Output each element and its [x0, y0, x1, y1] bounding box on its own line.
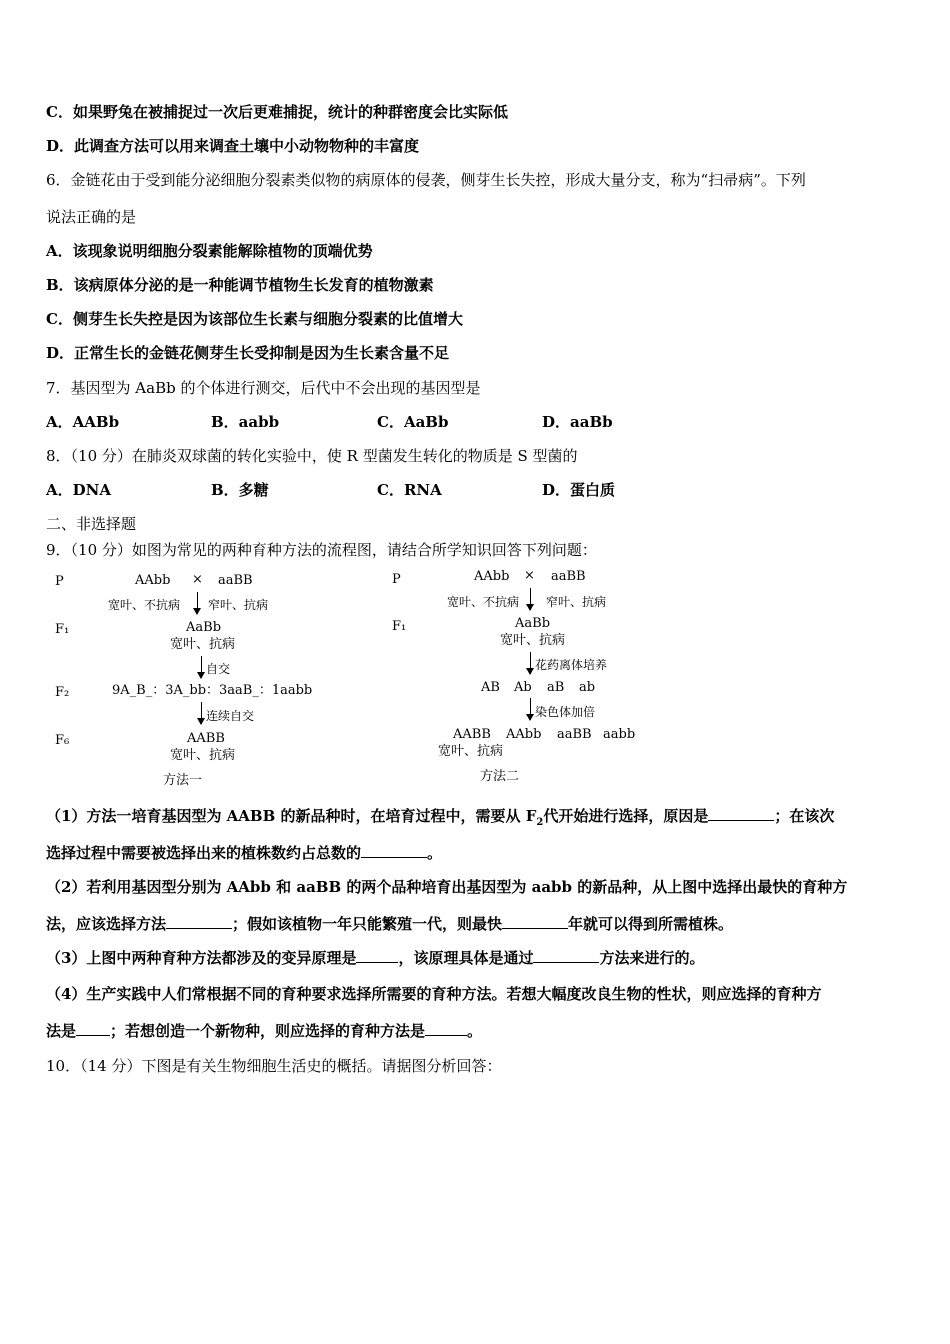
f1-genotype: AaBb — [186, 620, 222, 635]
product-aabb-4: aabb — [603, 727, 636, 742]
q6-option-d: D．正常生长的金链花侧芽生长受抑制是因为生长素含量不足 — [46, 344, 450, 362]
label-f6: F₆ — [55, 733, 70, 748]
step-selfing: 自交 — [206, 662, 231, 676]
parent1-genotype: AAbb — [474, 569, 510, 584]
q9-sub2-text-d: 年就可以得到所需植株。 — [568, 915, 734, 933]
f1-trait: 宽叶、抗病 — [170, 637, 236, 652]
q7-option-a: A．AABb — [46, 413, 120, 431]
q9-sub2-text-b: 法，应该选择方法 — [46, 915, 167, 933]
q7-option-d: D．aaBb — [542, 413, 613, 431]
parent2-genotype: aaBB — [551, 569, 586, 584]
q9-sub1-text-e: 。 — [427, 844, 443, 862]
step-anther-culture: 花药离体培养 — [535, 658, 608, 672]
q9-sub3-line — [46, 948, 704, 968]
arrow-f1-to-f2 — [201, 656, 202, 678]
section-heading: 二、非选择题 — [46, 515, 137, 533]
cross-symbol: × — [524, 568, 535, 583]
arrow-gametes-to-products — [530, 698, 531, 720]
q9-sub1-subscript: 2 — [536, 817, 544, 828]
arrow-p-to-f1 — [530, 588, 531, 610]
q10-stem: 10．（14 分）下图是有关生物细胞生活史的概括。请据图分析回答： — [46, 1057, 502, 1075]
gamete-ab-upper: AB — [481, 680, 500, 695]
f1-trait: 宽叶、抗病 — [500, 633, 566, 648]
q8-option-d: D．蛋白质 — [542, 481, 616, 499]
q9-sub3-text-b: ，该原理具体是通过 — [398, 949, 534, 967]
q7-option-b: B．aabb — [211, 413, 280, 431]
q5-option-c: C．如果野兔在被捕捉过一次后更难捕捉，统计的种群密度会比实际低 — [46, 103, 508, 121]
q6-option-c: C．侧芽生长失控是因为该部位生长素与细胞分裂素的比值增大 — [46, 310, 463, 328]
q9-sub4-text-d: 。 — [467, 1022, 483, 1040]
gamete-ab-lower: ab — [579, 680, 596, 695]
step-continuous-selfing: 连续自交 — [206, 709, 255, 723]
q8-option-c: C．RNA — [377, 481, 442, 499]
q9-sub1-text-a: （1）方法一培育基因型为 AABB 的新品种时，在培育过程中，需要从 F — [46, 807, 537, 825]
q9-stem: 9．（10 分）如图为常见的两种育种方法的流程图，请结合所学知识回答下列问题： — [46, 541, 597, 559]
method2-caption: 方法二 — [480, 769, 520, 784]
q8-option-b: B．多糖 — [211, 481, 269, 499]
q7-option-c: C．AaBb — [377, 413, 449, 431]
q9-sub3-text-a: （3）上图中两种育种方法都涉及的变异原理是 — [46, 949, 357, 967]
q9-sub4-line2 — [46, 1021, 482, 1041]
product-aabb-3: aaBB — [557, 727, 592, 742]
parent2-trait: 窄叶、抗病 — [208, 598, 269, 612]
parent1-trait: 宽叶、不抗病 — [447, 595, 520, 609]
parent1-trait: 宽叶、不抗病 — [108, 598, 181, 612]
q8-stem: 8．（10 分）在肺炎双球菌的转化实验中，使 R 型菌发生转化的物质是 S 型菌的 — [46, 447, 578, 465]
q9-sub2-line2 — [46, 914, 733, 934]
q7-stem: 7．基因型为 AaBb 的个体进行测交，后代中不会出现的基因型是 — [46, 379, 481, 397]
q9-sub1-text-c: ；在该次 — [774, 807, 835, 825]
q9-sub1-text-b: 代开始进行选择，原因是 — [543, 807, 709, 825]
q9-sub4-text-c: ；若想创造一个新物种，则应选择的育种方法是 — [110, 1022, 426, 1040]
q9-sub3-blank2[interactable] — [533, 948, 599, 963]
gamete-ab-mixed2: aB — [547, 680, 565, 695]
parent2-genotype: aaBB — [218, 573, 253, 588]
cross-symbol: × — [192, 572, 203, 587]
q8-option-a: A．DNA — [46, 481, 111, 499]
step-chromosome-doubling: 染色体加倍 — [535, 705, 596, 719]
product-aabb-1: AABB — [453, 727, 491, 742]
arrow-f2-to-f6 — [201, 702, 202, 724]
f2-ratio: 9A_B_：3A_bb：3aaB_：1aabb — [112, 683, 313, 698]
q9-sub2-text-c: ；假如该植物一年只能繁殖一代，则最快 — [232, 915, 503, 933]
f6-genotype: AABB — [187, 731, 225, 746]
product-aabb-2: AAbb — [506, 727, 542, 742]
method1-caption: 方法一 — [163, 773, 203, 788]
arrow-p-to-f1 — [197, 592, 198, 614]
q9-sub2-blank1[interactable] — [166, 914, 232, 929]
arrow-f1-to-gametes — [530, 652, 531, 674]
q9-sub1-blank2[interactable] — [361, 843, 427, 858]
label-p: P — [55, 574, 64, 589]
q6-stem-line2: 说法正确的是 — [46, 208, 137, 226]
label-f1: F₁ — [55, 622, 70, 637]
q9-sub4-blank2[interactable] — [425, 1021, 467, 1036]
label-f1: F₁ — [392, 619, 407, 634]
q9-sub1-text-d: 选择过程中需要被选择出来的植株数约占总数的 — [46, 844, 362, 862]
f1-genotype: AaBb — [515, 616, 551, 631]
q6-stem-line1: 6．金链花由于受到能分泌细胞分裂素类似物的病原体的侵袭，侧芽生长失控，形成大量分支，称为“扫帚病”。下列 — [46, 171, 806, 189]
product-trait: 宽叶、抗病 — [438, 744, 504, 759]
q9-sub2-line1: （2）若利用基因型分别为 AAbb 和 aaBB 的两个品种培育出基因型为 aabb 的新品种，从上图中选择出最快的育种方 — [46, 878, 848, 896]
q9-sub2-blank2[interactable] — [502, 914, 568, 929]
q9-sub3-blank1[interactable] — [356, 948, 398, 963]
q5-option-d: D．此调查方法可以用来调查土壤中小动物物种的丰富度 — [46, 137, 420, 155]
q6-option-b: B．该病原体分泌的是一种能调节植物生长发育的植物激素 — [46, 276, 434, 294]
label-f2: F₂ — [55, 685, 70, 700]
gamete-ab-mixed: Ab — [514, 680, 532, 695]
q9-sub1-blank1[interactable] — [708, 806, 774, 821]
q9-sub4-blank1[interactable] — [76, 1021, 110, 1036]
label-p: P — [392, 572, 401, 587]
f6-trait: 宽叶、抗病 — [170, 748, 236, 763]
q9-sub1-line1 — [46, 806, 834, 833]
q6-option-a: A．该现象说明细胞分裂素能解除植物的顶端优势 — [46, 242, 373, 260]
parent1-genotype: AAbb — [135, 573, 171, 588]
q9-sub3-text-c: 方法来进行的。 — [599, 949, 705, 967]
q9-sub4-line1: （4）生产实践中人们常根据不同的育种要求选择所需要的育种方法。若想大幅度改良生物的性状，则应选择的育种方 — [46, 985, 822, 1003]
q9-sub4-text-b: 法是 — [46, 1022, 77, 1040]
parent2-trait: 窄叶、抗病 — [546, 595, 607, 609]
q9-sub1-line2 — [46, 843, 442, 863]
